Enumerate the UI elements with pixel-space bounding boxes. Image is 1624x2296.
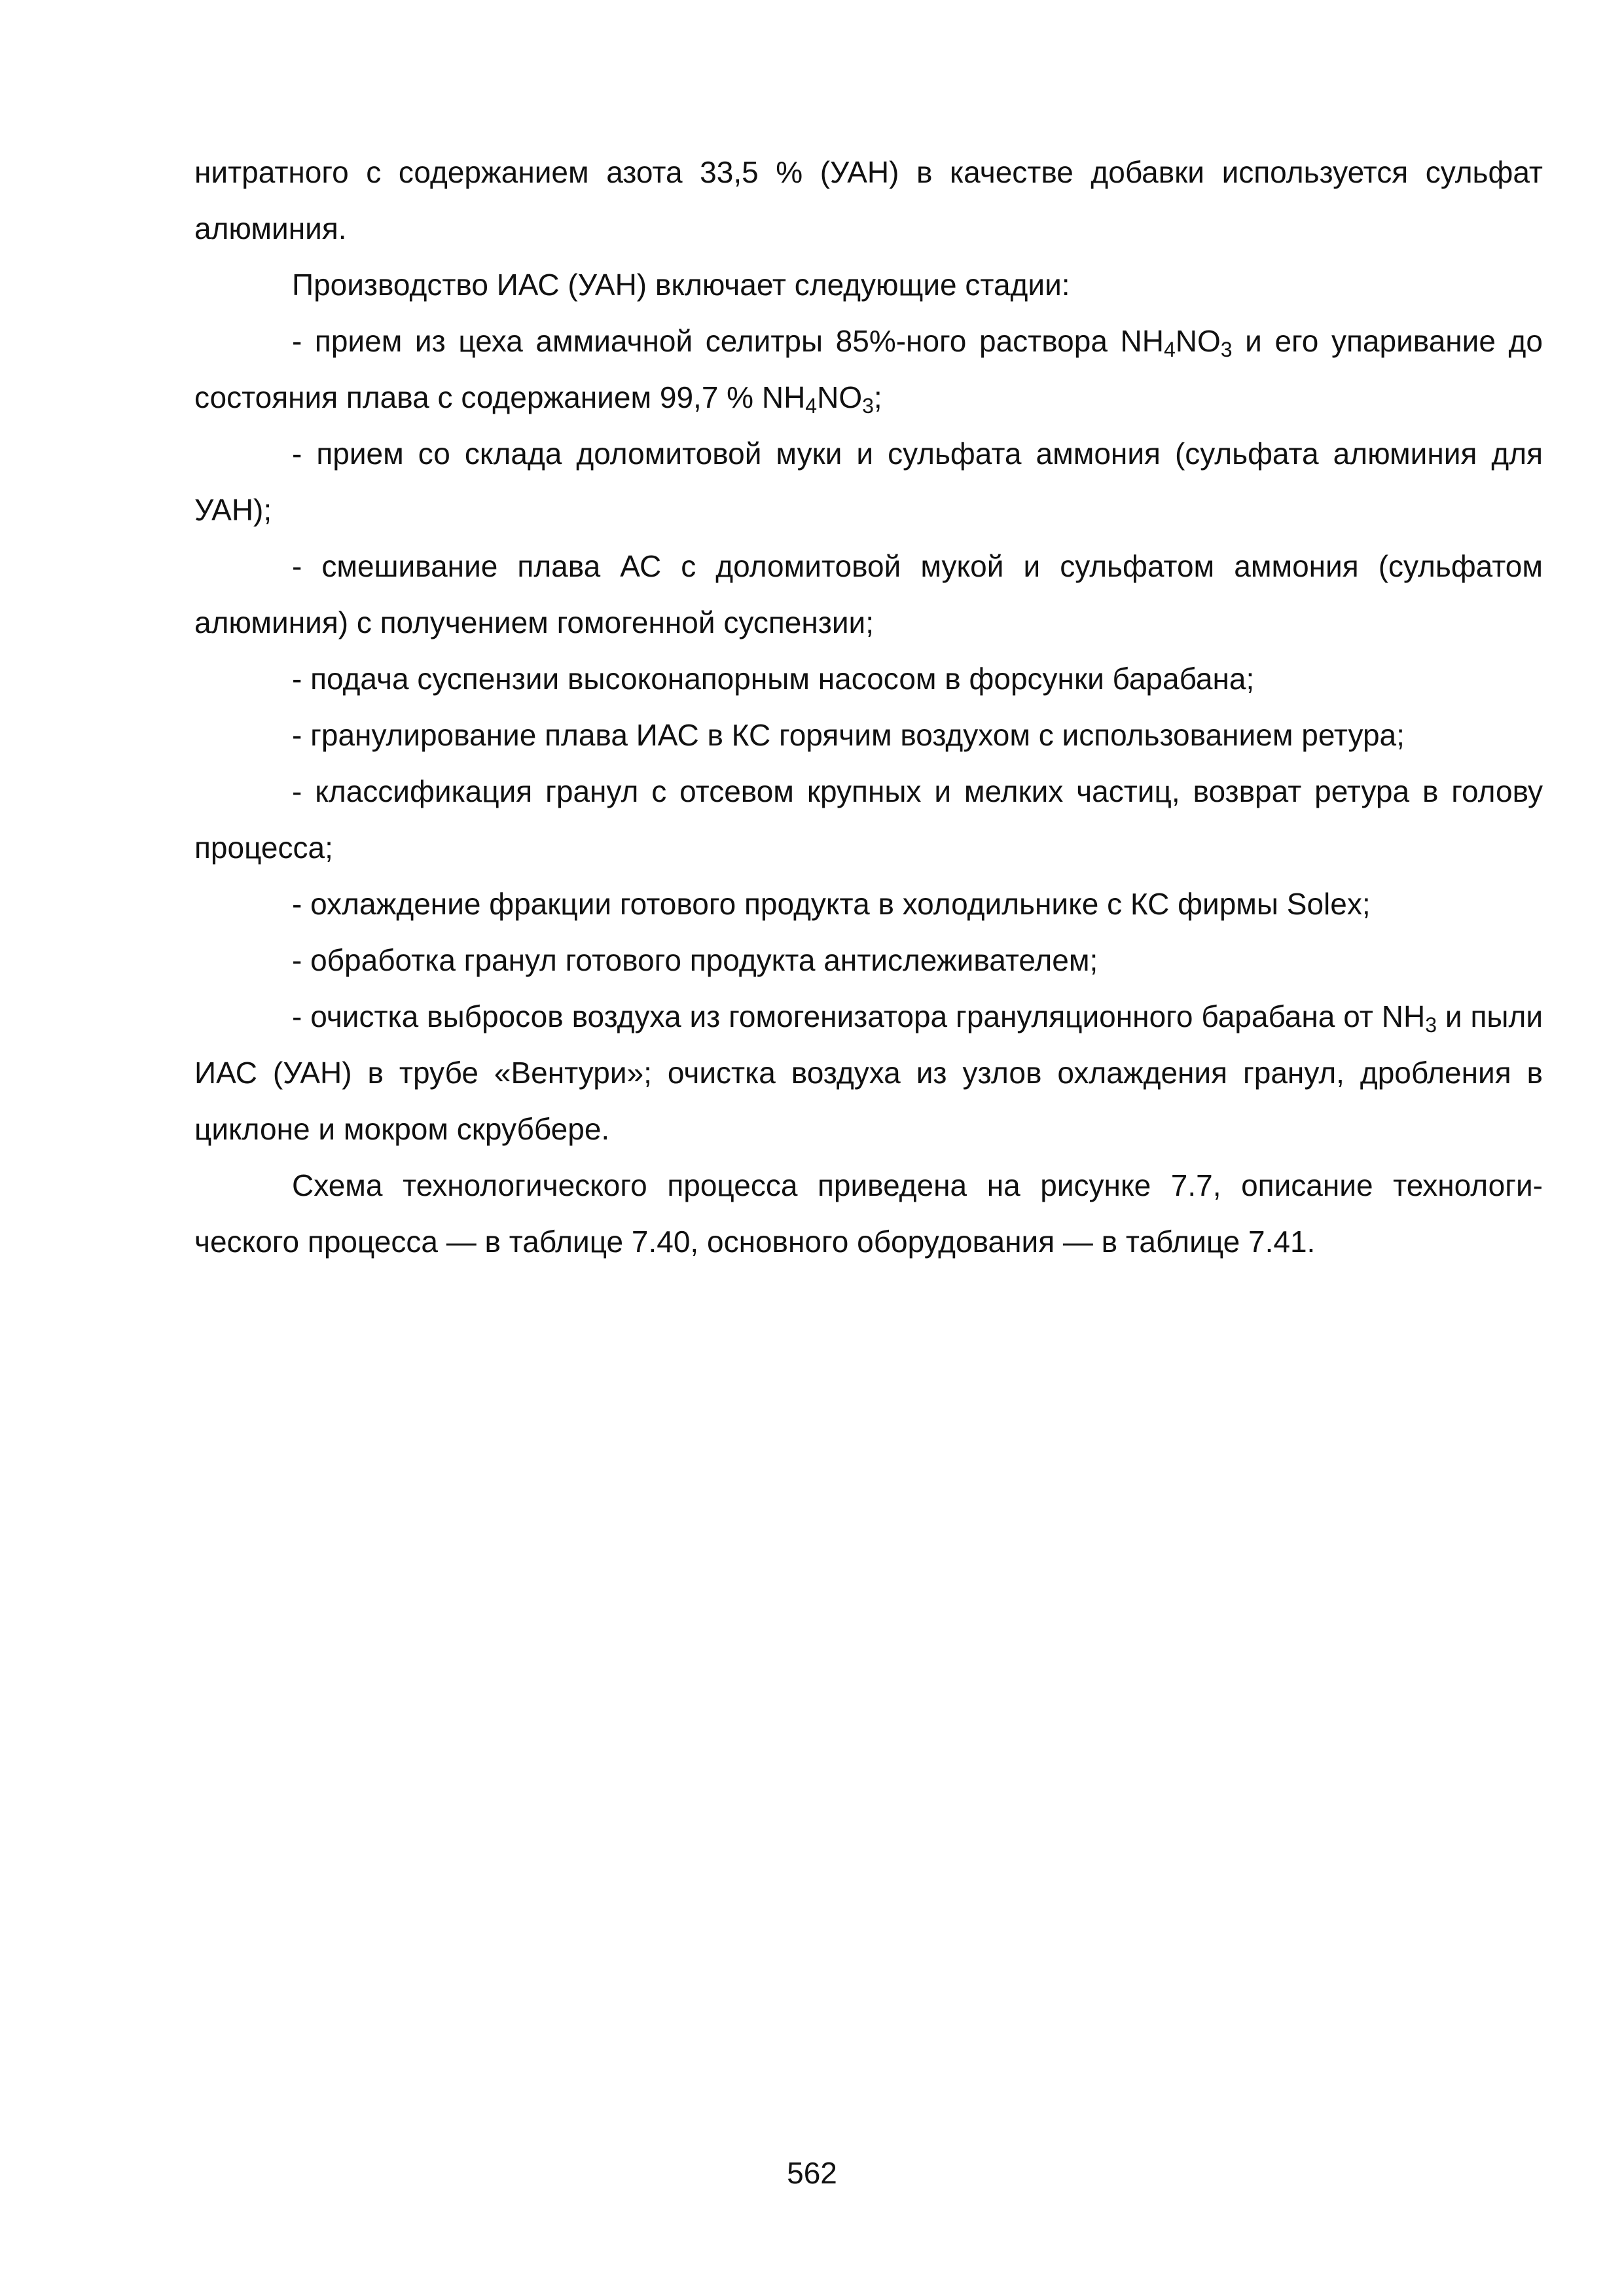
text-fragment: и пыли ИАС (УАН) в трубе «Вентури»; очистка воздуха из узлов охлаждения гранул, дробления в циклоне и мокром скруббере. bbox=[194, 999, 1543, 1146]
list-item-classification: - классификация гранул с отсевом крупных и мелких частиц, возврат ретура в голову процесса; bbox=[194, 774, 1543, 865]
subscript: 3 bbox=[1220, 338, 1233, 361]
list-item-mixing: - смешивание плава АС с доломитовой мукой и сульфатом аммония (сульфатом алюминия) с получением гомогенной суспензии; bbox=[194, 549, 1543, 639]
text-fragment: NO bbox=[817, 380, 863, 414]
text-fragment: ; bbox=[873, 380, 882, 414]
paragraph-scheme-reference: Схема технологического процесса приведена на рисунке 7.7, описание технологического процесса — в таблице 7.40, основного оборудования — в таблице 7.41. bbox=[194, 1168, 1543, 1259]
text-fragment: NO bbox=[1175, 324, 1221, 358]
page-number: 562 bbox=[787, 2156, 837, 2190]
text-fragment: - очистка выбросов воздуха из гомогенизатора грануляционного барабана от NH bbox=[292, 999, 1426, 1033]
list-item-granulation: - гранулирование плава ИАС в КС горячим воздухом с использованием ретура; bbox=[292, 718, 1405, 752]
paragraph-intro-continuation: нитратного с содержанием азота 33,5 % (УАН) в качестве добавки используется сульфат алюминия. bbox=[194, 155, 1543, 245]
paragraph-production-stages-heading: Производство ИАС (УАН) включает следующие стадии: bbox=[292, 268, 1070, 302]
list-item-air-cleaning bbox=[194, 988, 1543, 1157]
list-item-dolomite-reception: - прием со склада доломитовой муки и сульфата аммония (сульфата алюминия для УАН); bbox=[194, 437, 1543, 527]
subscript: 3 bbox=[1425, 1013, 1437, 1037]
text-fragment: и его упаривание до состояния плава с содержанием 99,7 % NH bbox=[194, 324, 1543, 414]
subscript: 3 bbox=[862, 394, 874, 418]
list-item-nitrate-reception bbox=[194, 313, 1543, 425]
list-item-suspension-feed: - подача суспензии высоконапорным насосом в форсунки барабана; bbox=[292, 662, 1255, 696]
subscript: 4 bbox=[805, 394, 818, 418]
document-body bbox=[194, 144, 1543, 1270]
subscript: 4 bbox=[1163, 338, 1176, 361]
text-fragment: - прием из цеха аммиачной селитры 85%-ного раствора NH bbox=[292, 324, 1164, 358]
list-item-anticaking: - обработка гранул готового продукта антислеживателем; bbox=[292, 943, 1098, 977]
list-item-cooling: - охлаждение фракции готового продукта в холодильнике с КС фирмы Solex; bbox=[292, 887, 1371, 921]
